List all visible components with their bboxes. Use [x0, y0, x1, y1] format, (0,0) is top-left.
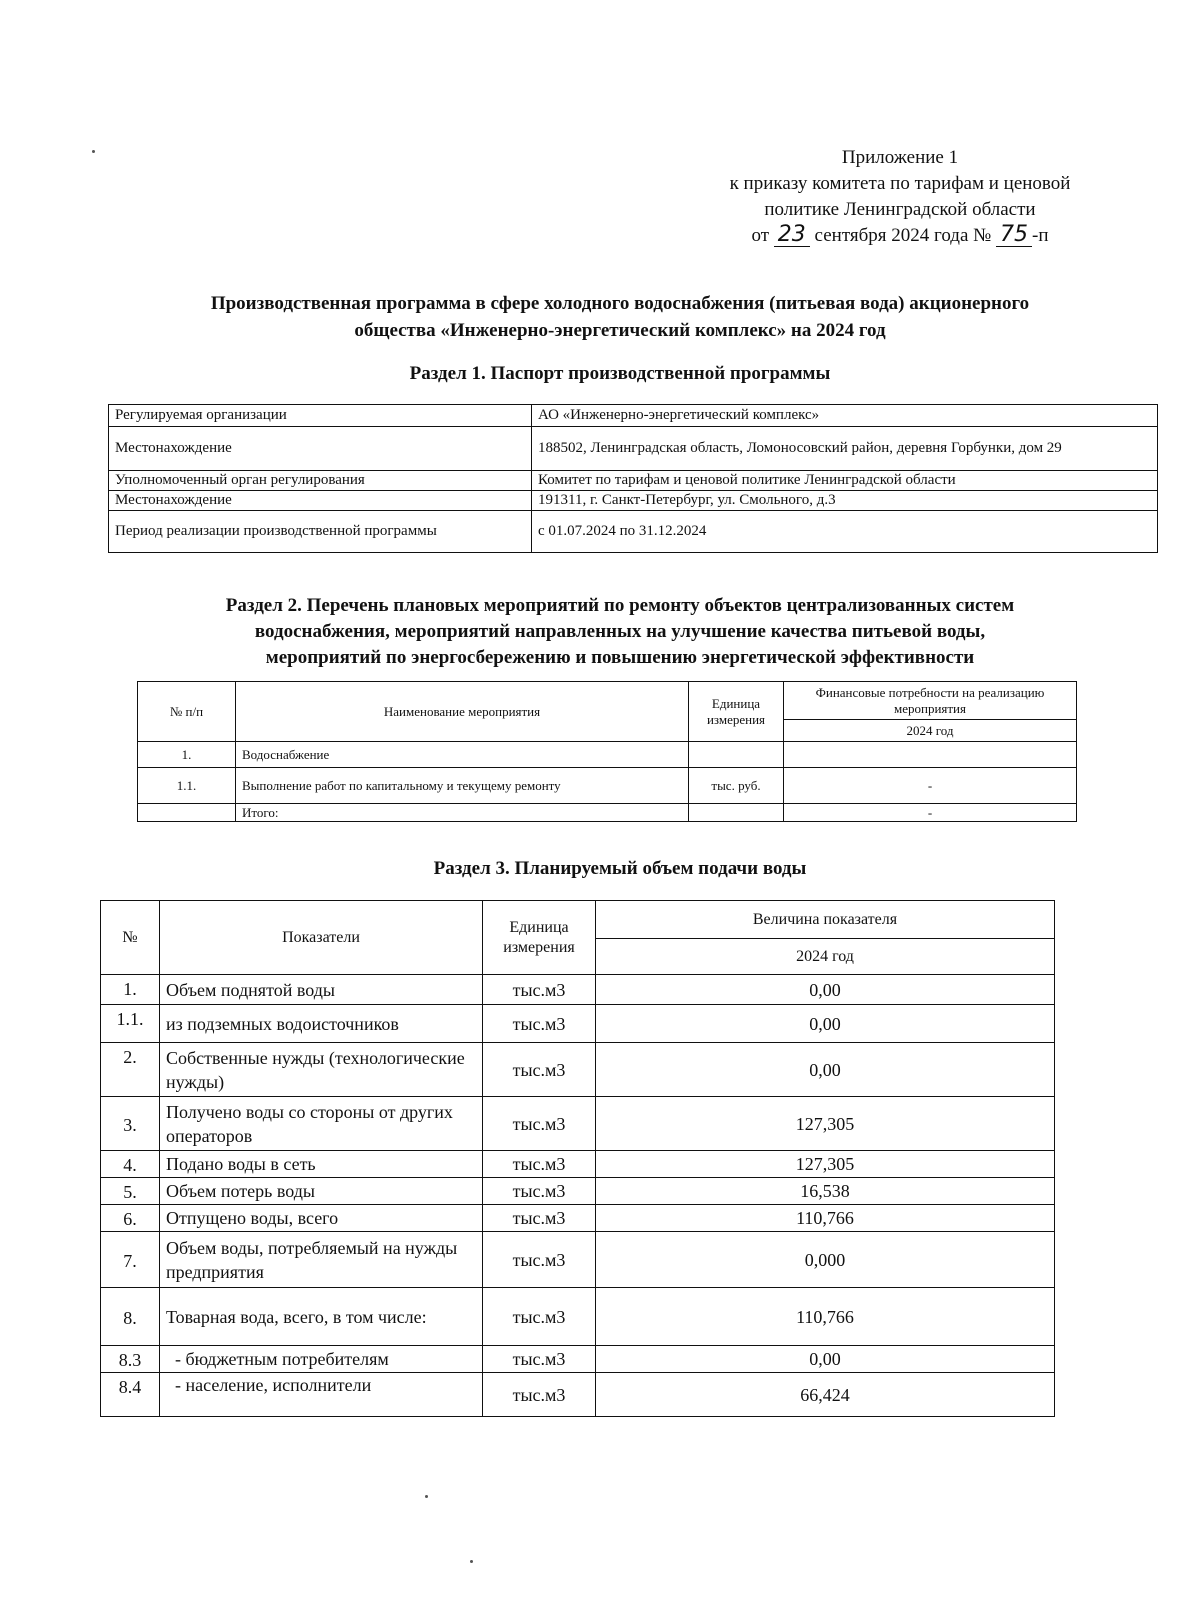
main-title [100, 290, 1140, 344]
passport-value: с 01.07.2024 по 31.12.2024 [532, 511, 1158, 553]
cell-num: 1.1. [101, 1005, 160, 1043]
measures-table [137, 681, 1077, 822]
cell-num: 7. [101, 1232, 160, 1288]
main-title-line2: общества «Инженерно-энергетический комплекс» на 2024 год [354, 320, 886, 341]
cell-unit: тыс.м3 [483, 1205, 596, 1232]
cell-unit: тыс.м3 [483, 1288, 596, 1346]
cell-unit: тыс.м3 [483, 1151, 596, 1178]
cell-indicator: из подземных водоисточников [160, 1005, 483, 1043]
passport-table [108, 404, 1158, 553]
appendix-block [660, 145, 1140, 249]
passport-key: Местонахождение [109, 427, 532, 471]
cell-unit: тыс.м3 [483, 1005, 596, 1043]
table-row [109, 427, 1158, 471]
header-num: № п/п [138, 682, 236, 742]
cell-value: 0,00 [596, 1043, 1055, 1097]
cell-num: 4. [101, 1151, 160, 1178]
table-row [138, 804, 1077, 822]
cell-name: Водоснабжение [236, 742, 689, 768]
cell-indicator: Получено воды со стороны от других операторов [160, 1097, 483, 1151]
cell-indicator: - бюджетным потребителям [160, 1346, 483, 1373]
cell-name: Итого: [236, 804, 689, 822]
cell-unit: тыс.м3 [483, 1043, 596, 1097]
header-num: № [101, 901, 160, 975]
table-row [138, 742, 1077, 768]
section2-title-line3: мероприятий по энергосбережению и повышению энергетической эффективности [265, 647, 975, 668]
header-unit: Единица измерения [483, 901, 596, 975]
passport-value: Комитет по тарифам и ценовой политике Ленинградской области [532, 471, 1158, 491]
table-row [109, 405, 1158, 427]
table-row [101, 1151, 1055, 1178]
table-row [101, 1232, 1055, 1288]
table-row [101, 975, 1055, 1005]
passport-key: Местонахождение [109, 491, 532, 511]
header-year: 2024 год [596, 939, 1055, 975]
table-header-row [138, 682, 1077, 720]
passport-value: 188502, Ленинградская область, Ломоносовский район, деревня Горбунки, дом 29 [532, 427, 1158, 471]
cell-indicator: Объем потерь воды [160, 1178, 483, 1205]
header-finance: Финансовые потребности на реализацию мероприятия [784, 682, 1077, 720]
table-row [101, 1288, 1055, 1346]
section1-title: Раздел 1. Паспорт производственной программы [409, 363, 831, 384]
cell-indicator: Подано воды в сеть [160, 1151, 483, 1178]
cell-indicator: Собственные нужды (технологические нужды) [160, 1043, 483, 1097]
cell-value: 110,766 [596, 1288, 1055, 1346]
date-middle: сентября 2024 года № [814, 225, 992, 246]
cell-num: 1. [138, 742, 236, 768]
date-day-handwritten: 23 [774, 224, 810, 247]
cell-num: 1.1. [138, 768, 236, 804]
water-supply-table [100, 900, 1055, 1417]
cell-indicator: Объем поднятой воды [160, 975, 483, 1005]
appendix-line2: к приказу комитета по тарифам и ценовой [729, 173, 1071, 194]
header-indicator: Показатели [160, 901, 483, 975]
table-row [101, 1043, 1055, 1097]
cell-unit [689, 804, 784, 822]
cell-indicator: Объем воды, потребляемый на нужды предприятия [160, 1232, 483, 1288]
table-row [101, 1097, 1055, 1151]
table-row [109, 511, 1158, 553]
order-number-handwritten: 75 [996, 224, 1032, 247]
section2-title-line1: Раздел 2. Перечень плановых мероприятий по ремонту объектов централизованных систем [225, 595, 1015, 616]
appendix-date-line [660, 223, 1140, 249]
cell-unit: тыс.м3 [483, 1178, 596, 1205]
cell-value: - [784, 804, 1077, 822]
passport-key: Регулируемая организации [109, 405, 532, 427]
cell-unit: тыс.м3 [483, 1232, 596, 1288]
cell-num: 6. [101, 1205, 160, 1232]
section2-title [100, 593, 1140, 671]
cell-indicator: Товарная вода, всего, в том числе: [160, 1288, 483, 1346]
scan-speck [425, 1495, 428, 1498]
cell-unit: тыс.м3 [483, 1373, 596, 1417]
header-unit: Единица измерения [689, 682, 784, 742]
main-title-line1: Производственная программа в сфере холодного водоснабжения (питьевая вода) акционерного [210, 293, 1030, 314]
table-row [101, 1178, 1055, 1205]
appendix-line1: Приложение 1 [841, 147, 959, 168]
cell-num: 8. [101, 1288, 160, 1346]
cell-value: - [784, 768, 1077, 804]
passport-value: АО «Инженерно-энергетический комплекс» [532, 405, 1158, 427]
cell-value: 0,000 [596, 1232, 1055, 1288]
header-year: 2024 год [784, 720, 1077, 742]
cell-num: 8.3 [101, 1346, 160, 1373]
cell-value: 0,00 [596, 1346, 1055, 1373]
date-prefix: от [751, 225, 770, 246]
table-row [101, 1005, 1055, 1043]
appendix-line3: политике Ленинградской области [764, 199, 1036, 220]
cell-value: 110,766 [596, 1205, 1055, 1232]
cell-num: 3. [101, 1097, 160, 1151]
cell-name: Выполнение работ по капитальному и текущему ремонту [236, 768, 689, 804]
header-value: Величина показателя [596, 901, 1055, 939]
cell-num: 1. [101, 975, 160, 1005]
cell-unit: тыс. руб. [689, 768, 784, 804]
cell-value [784, 742, 1077, 768]
cell-value: 127,305 [596, 1151, 1055, 1178]
cell-value: 0,00 [596, 1005, 1055, 1043]
cell-unit: тыс.м3 [483, 1097, 596, 1151]
table-row [109, 491, 1158, 511]
passport-key: Уполномоченный орган регулирования [109, 471, 532, 491]
cell-unit: тыс.м3 [483, 975, 596, 1005]
cell-value: 127,305 [596, 1097, 1055, 1151]
date-suffix: -п [1032, 225, 1049, 246]
cell-num: 8.4 [101, 1373, 160, 1417]
passport-value: 191311, г. Санкт-Петербург, ул. Смольного, д.3 [532, 491, 1158, 511]
passport-key: Период реализации производственной программы [109, 511, 532, 553]
header-name: Наименование мероприятия [236, 682, 689, 742]
table-row [101, 1346, 1055, 1373]
cell-unit [689, 742, 784, 768]
cell-value: 66,424 [596, 1373, 1055, 1417]
cell-num: 2. [101, 1043, 160, 1097]
cell-value: 0,00 [596, 975, 1055, 1005]
table-row [101, 1205, 1055, 1232]
scan-speck [470, 1560, 473, 1563]
cell-value: 16,538 [596, 1178, 1055, 1205]
table-row [101, 1373, 1055, 1417]
cell-unit: тыс.м3 [483, 1346, 596, 1373]
table-row [138, 768, 1077, 804]
cell-indicator: Отпущено воды, всего [160, 1205, 483, 1232]
cell-num: 5. [101, 1178, 160, 1205]
section3-title: Раздел 3. Планируемый объем подачи воды [433, 858, 807, 879]
scan-speck [92, 150, 95, 153]
table-row [109, 471, 1158, 491]
section2-title-line2: водоснабжения, мероприятий направленных на улучшение качества питьевой воды, [254, 621, 986, 642]
cell-indicator: - население, исполнители [160, 1373, 483, 1417]
cell-num [138, 804, 236, 822]
table-header-row [101, 901, 1055, 939]
